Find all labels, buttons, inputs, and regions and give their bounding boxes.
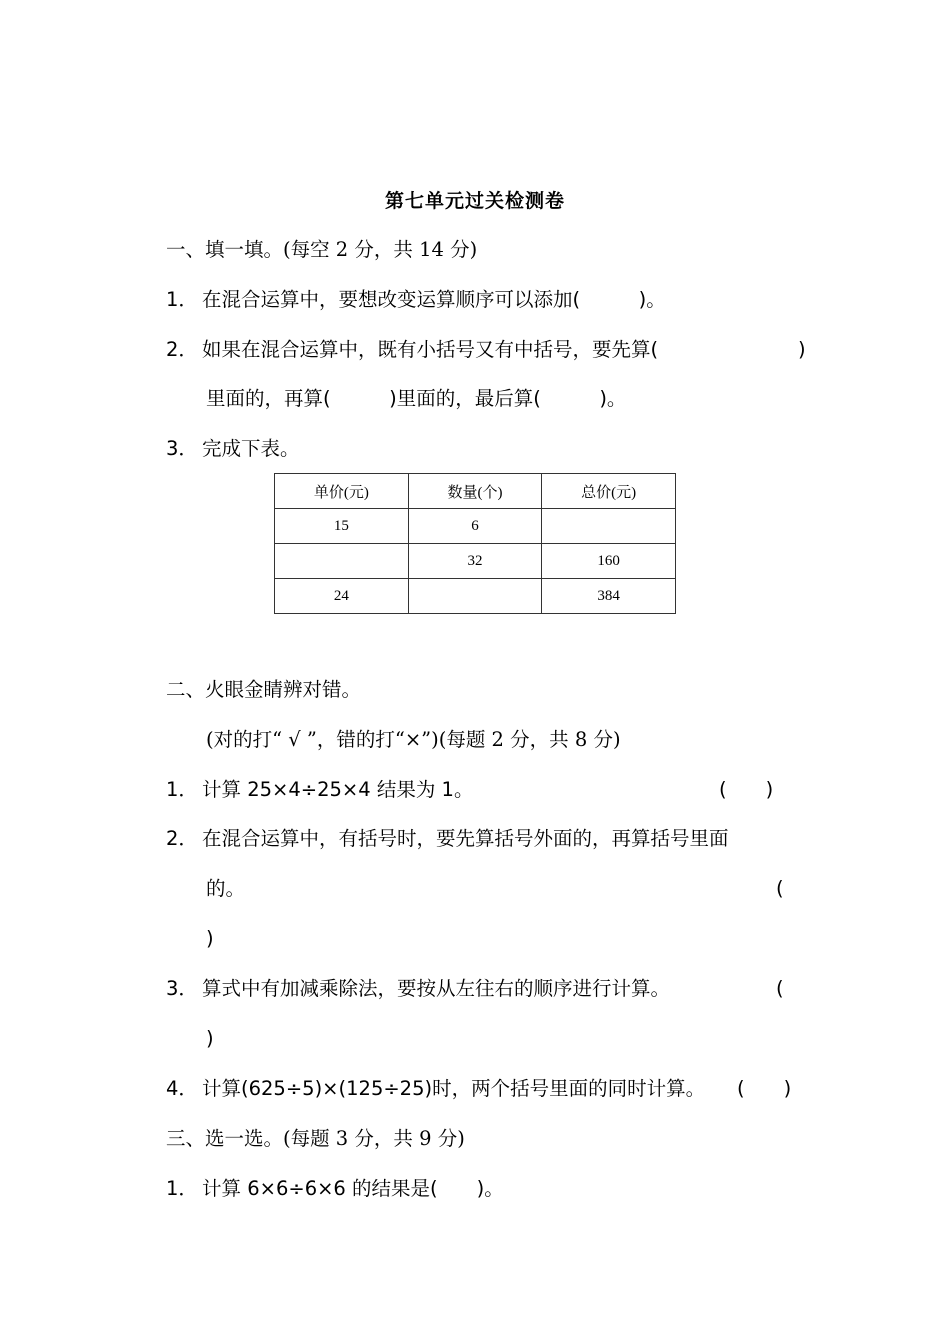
section-2-heading: 二、火眼金睛辨对错。 xyxy=(166,678,362,701)
table-cell: 6 xyxy=(408,509,542,544)
s1-question-1 xyxy=(166,287,666,313)
table-row xyxy=(275,544,676,579)
table-cell xyxy=(408,579,542,614)
answer-blank-close: ) xyxy=(798,338,806,361)
table-cell: 15 xyxy=(275,509,409,544)
s2-question-2-line-2: 的。 xyxy=(206,877,246,900)
answer-blank-open: ( xyxy=(776,877,784,900)
question-text: 在混合运算中，有括号时，要先算括号外面的，再算括号里面 xyxy=(202,827,729,850)
table-cell xyxy=(275,544,409,579)
question-number: 3． xyxy=(166,437,198,460)
question-text: 算式中有加减乘除法，要按从左往右的顺序进行计算。 xyxy=(202,977,671,1000)
section-1-heading: 一、填一填。(每空 2 分，共 14 分) xyxy=(166,238,478,261)
question-number: 3． xyxy=(166,977,198,1000)
table-row xyxy=(275,579,676,614)
table-cell: 24 xyxy=(275,579,409,614)
price-table xyxy=(274,473,676,614)
section-3-heading: 三、选一选。(每题 3 分，共 9 分) xyxy=(166,1127,465,1150)
question-text: 计算 6×6÷6×6 的结果是( )。 xyxy=(202,1177,504,1200)
s1-question-3 xyxy=(166,436,300,462)
table-row xyxy=(275,509,676,544)
s2-question-1 xyxy=(166,777,473,803)
table-cell xyxy=(542,509,676,544)
question-number: 4． xyxy=(166,1077,198,1100)
question-text: 完成下表。 xyxy=(202,437,300,460)
answer-blank: ( ) xyxy=(737,1077,792,1100)
s3-question-1 xyxy=(166,1176,504,1202)
answer-blank: ( ) xyxy=(719,778,774,801)
page-title: 第七单元过关检测卷 xyxy=(384,190,565,212)
s1-question-2-line-2: 里面的，再算( )里面的，最后算( )。 xyxy=(206,387,627,410)
question-number: 2． xyxy=(166,827,198,850)
question-number: 1． xyxy=(166,778,198,801)
s2-question-4 xyxy=(166,1076,705,1102)
table-header-cell: 总价(元) xyxy=(542,474,676,509)
table-cell: 384 xyxy=(542,579,676,614)
s2-question-2-line-1 xyxy=(166,826,729,852)
s2-question-3 xyxy=(166,976,670,1002)
section-2-instructions: (对的打“ √ ”，错的打“×”)(每题 2 分，共 8 分) xyxy=(206,728,621,751)
answer-blank-open: ( xyxy=(776,977,784,1000)
question-number: 2． xyxy=(166,338,198,361)
table-cell: 32 xyxy=(408,544,542,579)
s1-question-2-line-1 xyxy=(166,337,658,363)
question-text: 计算 25×4÷25×4 结果为 1。 xyxy=(202,778,474,801)
table-header-row xyxy=(275,474,676,509)
table-header-cell: 数量(个) xyxy=(408,474,542,509)
question-text: 计算(625÷5)×(125÷25)时，两个括号里面的同时计算。 xyxy=(202,1077,706,1100)
question-number: 1． xyxy=(166,1177,198,1200)
question-number: 1． xyxy=(166,288,198,311)
answer-blank-close: ) xyxy=(206,927,214,950)
question-text: 如果在混合运算中，既有小括号又有中括号，要先算( xyxy=(202,338,659,361)
question-text: 在混合运算中，要想改变运算顺序可以添加( )。 xyxy=(202,288,666,311)
answer-blank-close: ) xyxy=(206,1027,214,1050)
table-cell: 160 xyxy=(542,544,676,579)
table-header-cell: 单价(元) xyxy=(275,474,409,509)
